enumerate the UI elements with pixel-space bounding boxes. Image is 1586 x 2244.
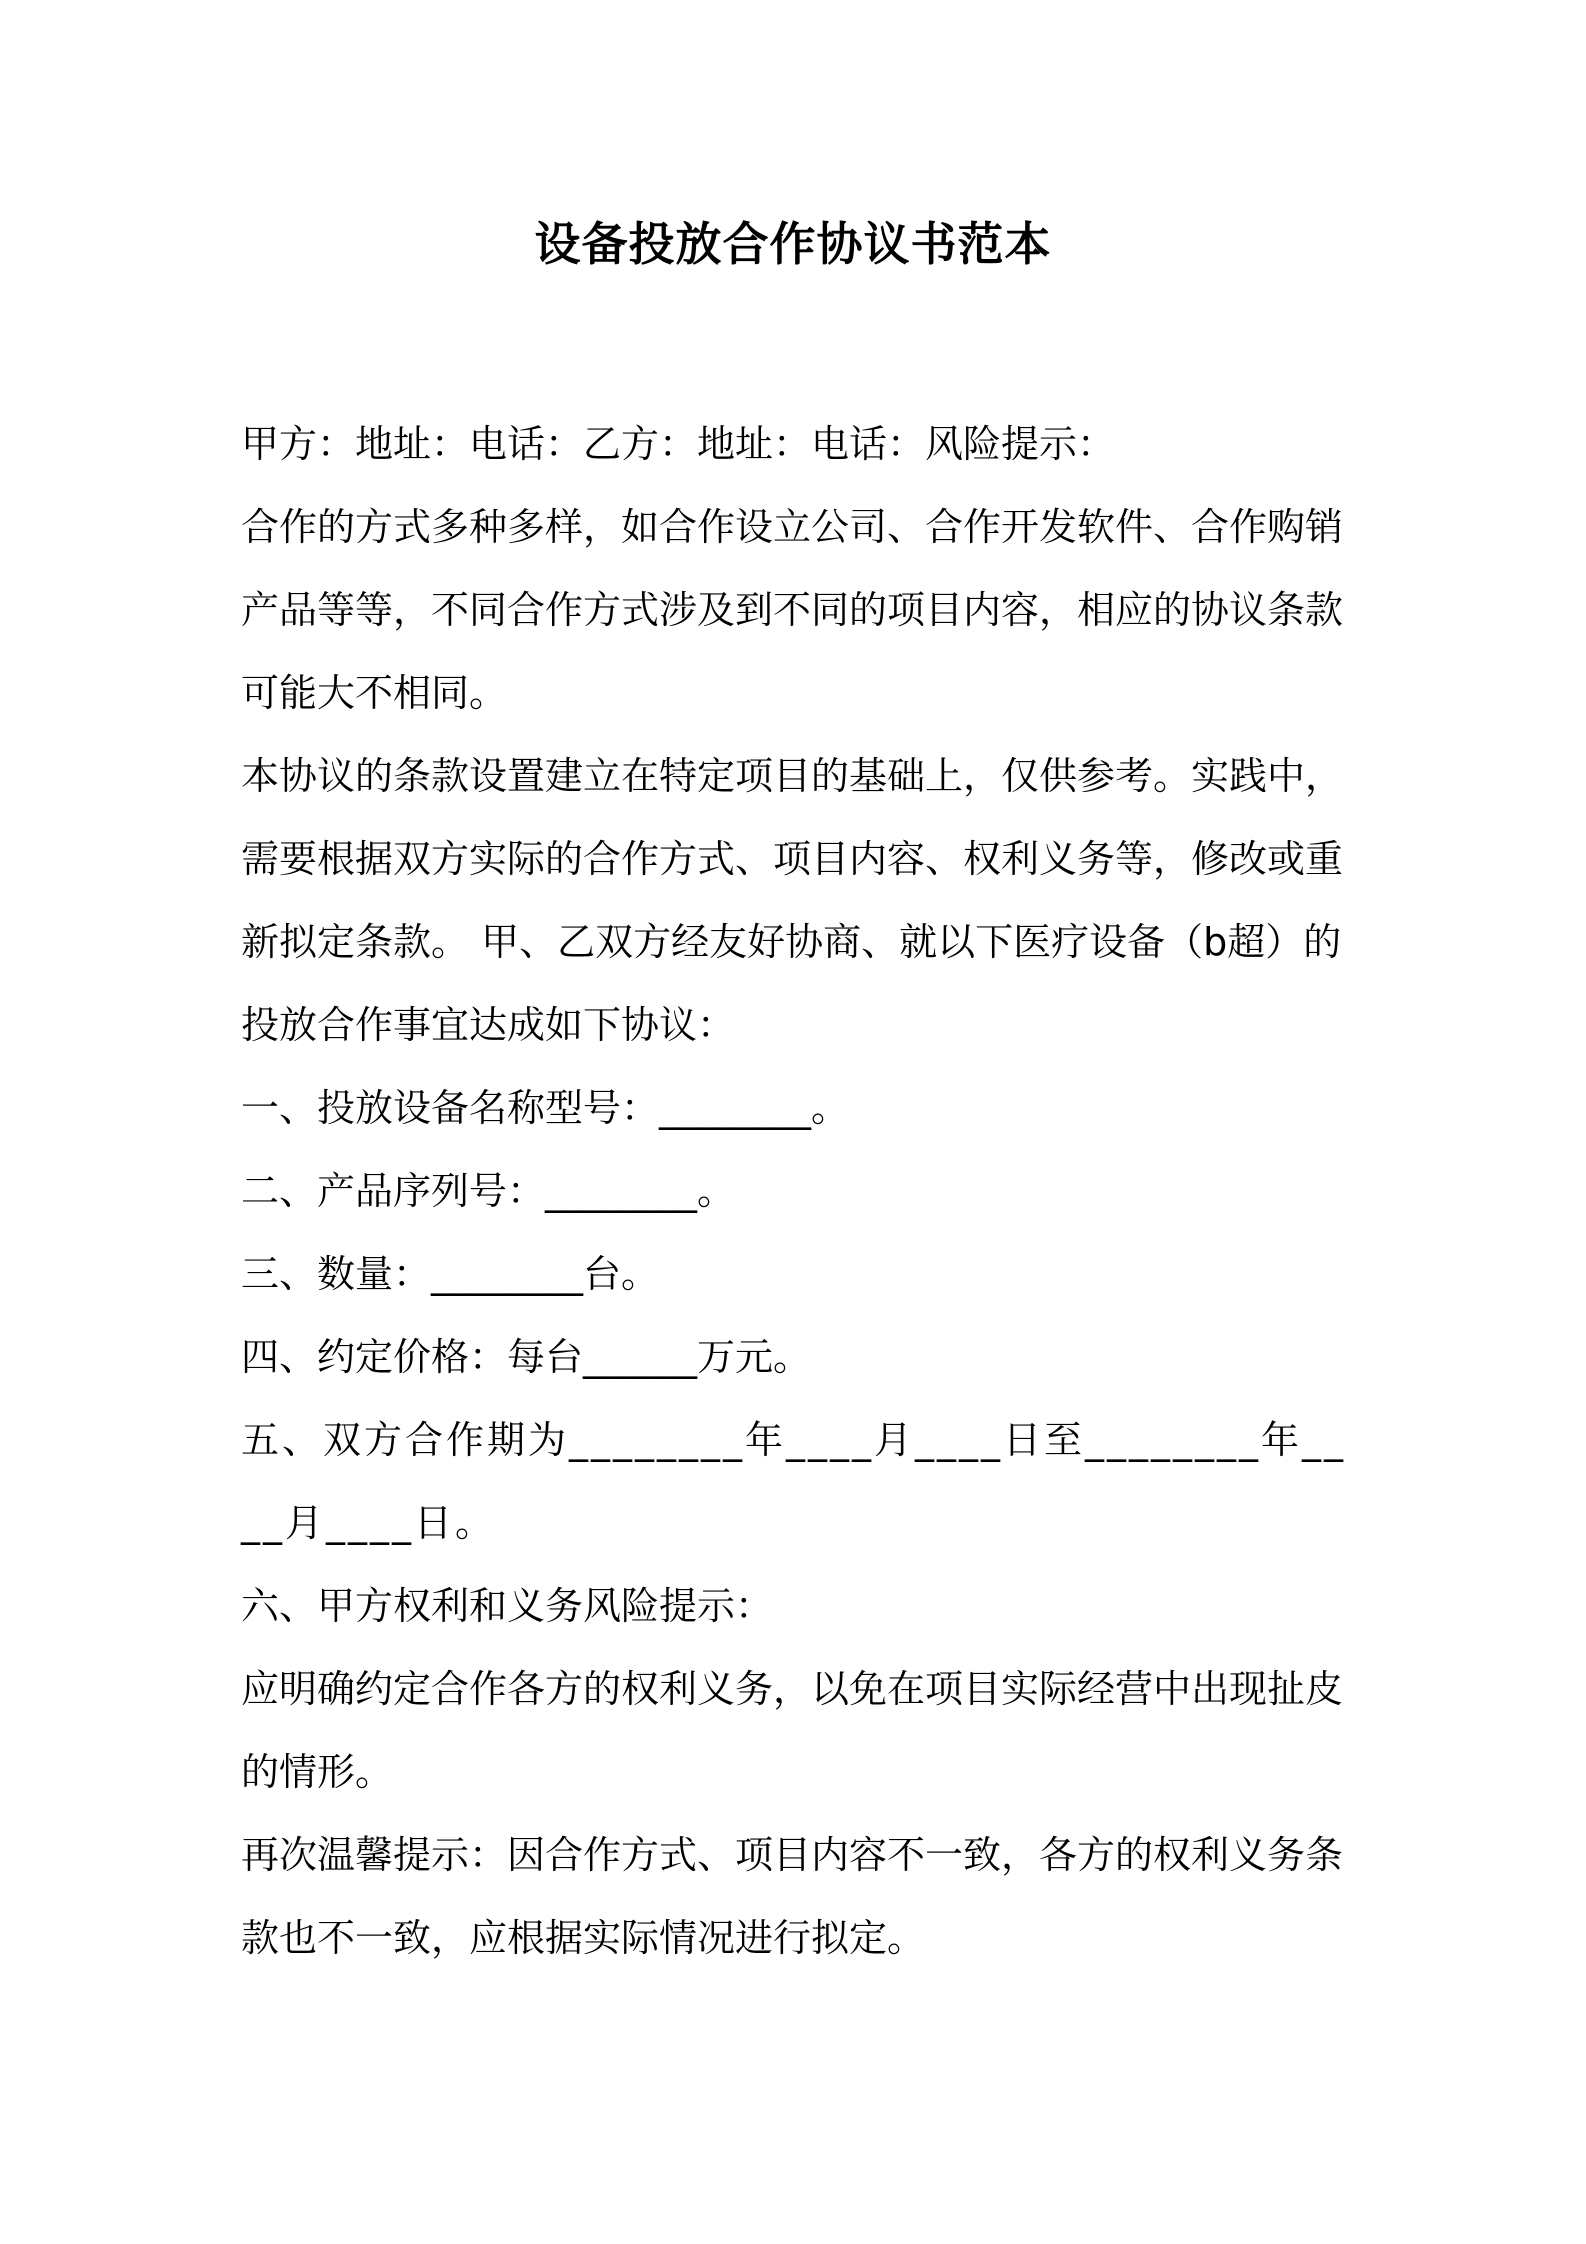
clause-3-quantity: 三、数量：________台。 bbox=[241, 1252, 660, 1296]
document-title: 设备投放合作协议书范本 bbox=[534, 217, 1052, 271]
clause-6-heading: 六、甲方权利和义务风险提示： bbox=[241, 1584, 774, 1628]
terms-note-paragraph: 本协议的条款设置建立在特定项目的基础上，仅供参考。实践中，需要根据双方实际的合作方式、项目内容、权利义务等，修改或重新拟定条款。 甲、乙双方经友好协商、就以下医疗设备（b超）的投放合作事宜达成如下协议： bbox=[241, 754, 1344, 1047]
intro-paragraph: 合作的方式多种多样，如合作设立公司、合作开发软件、合作购销产品等等，不同合作方式涉及到不同的项目内容，相应的协议条款可能大不相同。 bbox=[241, 505, 1344, 715]
clause-6-note: 应明确约定合作各方的权利义务，以免在项目实际经营中出现扯皮的情形。 bbox=[241, 1667, 1344, 1794]
clause-1-equipment-model: 一、投放设备名称型号：________。 bbox=[241, 1086, 850, 1130]
clause-4-price: 四、约定价格：每台______万元。 bbox=[241, 1335, 812, 1379]
reminder-paragraph: 再次温馨提示：因合作方式、项目内容不一致，各方的权利义务条款也不一致，应根据实际情况进行拟定。 bbox=[241, 1833, 1344, 1960]
clause-2-serial-number: 二、产品序列号：________。 bbox=[241, 1169, 736, 1213]
party-info-paragraph: 甲方：地址：电话：乙方：地址：电话：风险提示： bbox=[241, 422, 1116, 466]
document-body bbox=[241, 403, 1356, 1980]
clause-5-cooperation-period: 五、双方合作期为________年____月____日至________年____月____日。 bbox=[241, 1418, 1347, 1545]
